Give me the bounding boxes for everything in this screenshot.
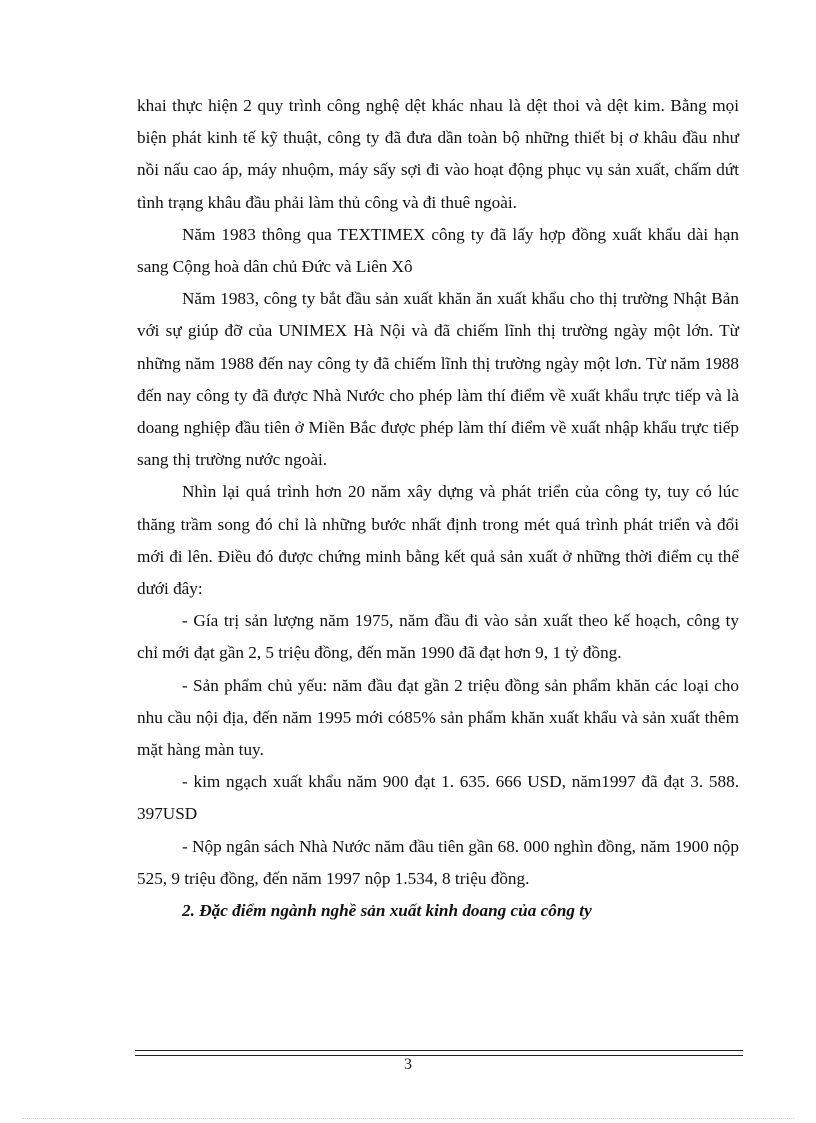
body-text xyxy=(137,90,739,927)
page-number: 3 xyxy=(404,1056,412,1073)
paragraph: Năm 1983 thông qua TEXTIMEX công ty đã lấy hợp đồng xuất khẩu dài hạn sang Cộng hoà dân chủ Đức và Liên Xô xyxy=(137,224,739,277)
list-item: - Sản phẩm chủ yếu: năm đầu đạt gần 2 triệu đồng sản phẩm khăn các loại cho nhu cầu nội địa, đến năm 1995 mới có85% sản phẩm khăn xuất khẩu và sản xuất thêm mặt hàng màn tuy. xyxy=(137,675,739,760)
list-item: - Nộp ngân sách Nhà Nước năm đầu tiên gần 68. 000 nghìn đồng, năm 1900 nộp 525, 9 triệu đồng, đến năm 1997 nộp 1.534, 8 triệu đồng. xyxy=(137,836,739,888)
paragraph: Năm 1983, công ty bắt đầu sản xuất khăn ăn xuất khẩu cho thị trường Nhật Bản với sự giúp đỡ của UNIMEX Hà Nội và đã chiếm lĩnh thị trường ngày một lớn. Từ những năm 1988 đến nay công ty đã chiếm lĩnh thị trường ngày một lơn. Từ năm 1988 đến nay công ty đã được Nhà Nước cho phép làm thí điểm về xuất khẩu trực tiếp và là doang nghiệp đầu tiên ở Miền Bắc được phép làm thí điểm về xuất nhập khẩu trực tiếp sang thị trường nước ngoài. xyxy=(137,289,739,470)
list-item: - kim ngạch xuất khẩu năm 900 đạt 1. 635. 666 USD, năm1997 đã đạt 3. 588. 397USD xyxy=(137,772,739,824)
section-heading: 2. Đặc điểm ngành nghề sản xuất kinh doang của công ty xyxy=(182,901,592,921)
paragraph: Nhìn lại quá trình hơn 20 năm xây dựng và phát triển của công ty, tuy có lúc thăng trầm song đó chỉ là những bước nhất định trong mét quá trình phát triển và đổi mới đi lên. Điều đó được chứng minh bằng kết quả sản xuất ở những thời điểm cụ thể dưới đây: xyxy=(137,482,739,599)
list-item: - Gía trị sản lượng năm 1975, năm đầu đi vào sản xuất theo kế hoạch, công ty chỉ mới đạt gần 2, 5 triệu đồng, đến măn 1990 đã đạt hơn 9, 1 tỷ đồng. xyxy=(137,611,739,663)
paragraph: khai thực hiện 2 quy trình công nghệ dệt khác nhau là dệt thoi và dệt kim. Bằng mọi biện phát kinh tế kỹ thuật, công ty đã đưa dần toàn bộ những thiết bị ơ khâu đầu như nồi nấu cao áp, máy nhuộm, máy sấy sợi đi vào hoạt động phục vụ sản xuất, chấm dứt tình trạng khâu đầu phải làm thủ công và đi thuê ngoài. xyxy=(137,96,739,212)
page-edge xyxy=(22,1118,794,1119)
